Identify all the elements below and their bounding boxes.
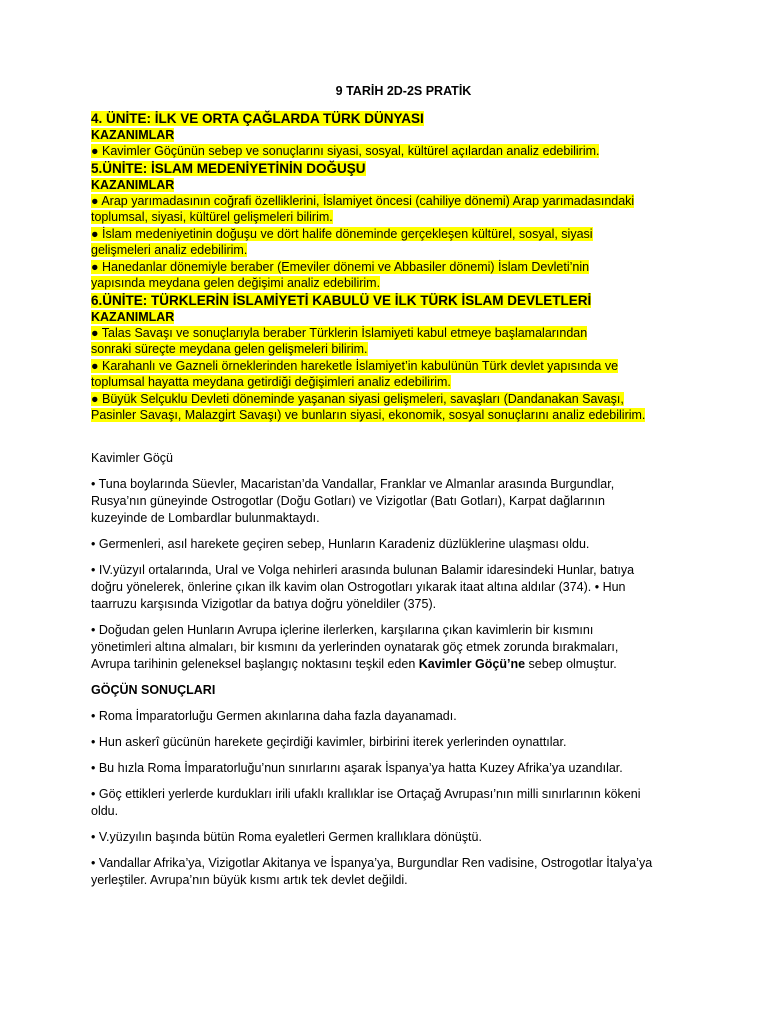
text-line: • Doğudan gelen Hunların Avrupa içlerine ilerlerken, karşılarına çıkan kavimlerin bir kısmını xyxy=(91,622,594,637)
objective-line xyxy=(91,259,708,276)
objective-line xyxy=(91,143,708,160)
unit-title xyxy=(91,160,708,177)
objective-line xyxy=(91,358,708,375)
text-line: doğru yönelerek, önlerine çıkan ilk kavim olan Ostrogotları yıkarak itaat altına aldılar (374). • Hun xyxy=(91,579,626,594)
text-line: • Vandallar Afrika’ya, Vizigotlar Akitanya ve İspanya’ya, Burgundlar Ren vadisine, Ostrogotlar İtalya’ya xyxy=(91,855,653,870)
text-line xyxy=(91,656,708,673)
text-line: Rusya’nın güneyinde Ostrogotlar (Doğu Gotları) ve Vizigotlar (Batı Gotları), Karpat dağlarının xyxy=(91,493,605,508)
highlighted-text: ● Karahanlı ve Gazneli örneklerinden hareketle İslamiyet’in kabulünün Türk devlet yapısında ve xyxy=(91,358,619,373)
text-line: • V.yüzyılın başında bütün Roma eyaletleri Germen krallıklara dönüştü. xyxy=(91,829,482,844)
text-line: • Göç ettikleri yerlerde kurdukları irili ufaklı krallıklar ise Ortaçağ Avrupası’nın milli sınırlarının kökeni xyxy=(91,786,641,801)
result-item xyxy=(91,786,708,820)
bold-term: Kavimler Göçü’ne xyxy=(418,656,526,671)
highlighted-text: 5.ÜNİTE: İSLAM MEDENİYETİNİN DOĞUŞU xyxy=(91,160,366,176)
highlighted-text: toplumsal hayatta meydana getirdiği değişimleri analiz edebilirim. xyxy=(91,375,451,389)
highlighted-text: toplumsal, siyasi, kültürel gelişmeleri bilirim. xyxy=(91,210,333,224)
text-line: yönetimleri altına almaları, bir kısmını da yerlerinden oynatarak göç etmek zorunda bırakmaları, xyxy=(91,639,619,654)
result-item xyxy=(91,829,708,846)
highlighted-text: ● Kavimler Göçünün sebep ve sonuçlarını siyasi, sosyal, kültürel açılardan analiz edebilirim. xyxy=(91,144,600,158)
objective-line xyxy=(91,242,708,259)
text-line: • Hun askerî gücünün harekete geçirdiği kavimler, birbirini iterek yerlerinden oynattılar. xyxy=(91,734,567,749)
text-line: • Germenleri, asıl harekete geçiren sebep, Hunların Karadeniz düzlüklerine ulaşması oldu. xyxy=(91,536,590,551)
highlighted-text: ● Hanedanlar dönemiyle beraber (Emeviler dönemi ve Abbasiler dönemi) İslam Devleti’nin xyxy=(91,259,590,274)
highlighted-text: KAZANIMLAR xyxy=(91,309,175,324)
kavimler-paragraph-3 xyxy=(91,562,708,613)
objective-line xyxy=(91,226,708,243)
kazanimlar-label xyxy=(91,177,708,193)
text-span: sebep olmuştur. xyxy=(525,656,617,671)
highlighted-text: Pasinler Savaşı, Malazgirt Savaşı) ve bunların siyasi, ekonomik, sosyal sonuçlarını analiz edebilirim. xyxy=(91,408,646,422)
text-span: Avrupa tarihinin geleneksel başlangıç noktasını teşkil eden xyxy=(91,656,419,671)
text-line: • Tuna boylarında Süevler, Macaristan’da Vandallar, Franklar ve Almanlar arasında Burgundlar, xyxy=(91,476,615,491)
sonuclar-heading: GÖÇÜN SONUÇLARI xyxy=(91,682,216,697)
highlighted-text: KAZANIMLAR xyxy=(91,177,175,192)
highlighted-text: KAZANIMLAR xyxy=(91,128,175,142)
highlighted-text: ● Talas Savaşı ve sonuçlarıyla beraber Türklerin İslamiyeti kabul etmeye başlamalarından xyxy=(91,325,588,340)
text-line: yerleştiler. Avrupa’nın büyük kısmı artık tek devlet değildi. xyxy=(91,872,408,887)
unit-title xyxy=(91,292,708,309)
kazanimlar-label xyxy=(91,309,708,325)
sonuclar-list xyxy=(91,708,708,889)
highlighted-text: 4. ÜNİTE: İLK VE ORTA ÇAĞLARDA TÜRK DÜNYASI xyxy=(91,111,424,126)
highlighted-text: sonraki süreçte meydana gelen gelişmeleri bilirim. xyxy=(91,342,368,356)
highlighted-text: ● İslam medeniyetinin doğuşu ve dört halife döneminde gerçekleşen kültürel, sosyal, siyasi xyxy=(91,226,593,241)
result-item xyxy=(91,708,708,725)
objective-line xyxy=(91,325,708,342)
highlighted-text: yapısında meydana gelen değişimi analiz edebilirim. xyxy=(91,276,381,290)
kavimler-paragraph-4 xyxy=(91,622,708,673)
objective-line xyxy=(91,341,708,358)
result-item xyxy=(91,760,708,777)
result-item xyxy=(91,734,708,751)
objective-line xyxy=(91,193,708,210)
objective-line xyxy=(91,275,708,292)
objective-line xyxy=(91,209,708,226)
text-line: • Roma İmparatorluğu Germen akınlarına daha fazla dayanamadı. xyxy=(91,708,457,723)
text-line: kuzeyinde de Lombardlar bulunmaktaydı. xyxy=(91,510,320,525)
kavimler-heading: Kavimler Göçü xyxy=(91,450,173,465)
objective-line xyxy=(91,391,708,408)
highlighted-text: gelişmeleri analiz edebilirim. xyxy=(91,243,248,257)
text-line: • IV.yüzyıl ortalarında, Ural ve Volga nehirleri arasında bulunan Balamir idaresindeki Hunlar, batıya xyxy=(91,562,635,577)
text-line: • Bu hızla Roma İmparatorluğu’nun sınırlarını aşarak İspanya’ya hatta Kuzey Afrika’ya uzandılar. xyxy=(91,760,623,775)
objective-line xyxy=(91,407,708,424)
objective-line xyxy=(91,374,708,391)
text-line: oldu. xyxy=(91,803,119,818)
highlighted-text: ● Büyük Selçuklu Devleti döneminde yaşanan siyasi gelişmeleri, savaşları (Dandanakan Savaşı, xyxy=(91,391,624,406)
kavimler-paragraph-1 xyxy=(91,476,708,527)
result-item xyxy=(91,855,708,889)
document-title: 9 TARİH 2D-2S PRATİK xyxy=(335,84,472,98)
kazanimlar-label xyxy=(91,127,708,143)
highlighted-text: ● Arap yarımadasının coğrafi özelliklerini, İslamiyet öncesi (cahiliye dönemi) Arap yarımadasındaki xyxy=(91,193,635,208)
kavimler-paragraph-2 xyxy=(91,536,708,553)
unit-title xyxy=(91,110,708,127)
objectives-section xyxy=(91,110,708,424)
highlighted-text: 6.ÜNİTE: TÜRKLERİN İSLAMİYETİ KABULÜ VE İLK TÜRK İSLAM DEVLETLERİ xyxy=(91,292,592,308)
text-line: taarruzu karşısında Vizigotlar da batıya doğru yöneldiler (375). xyxy=(91,596,437,611)
